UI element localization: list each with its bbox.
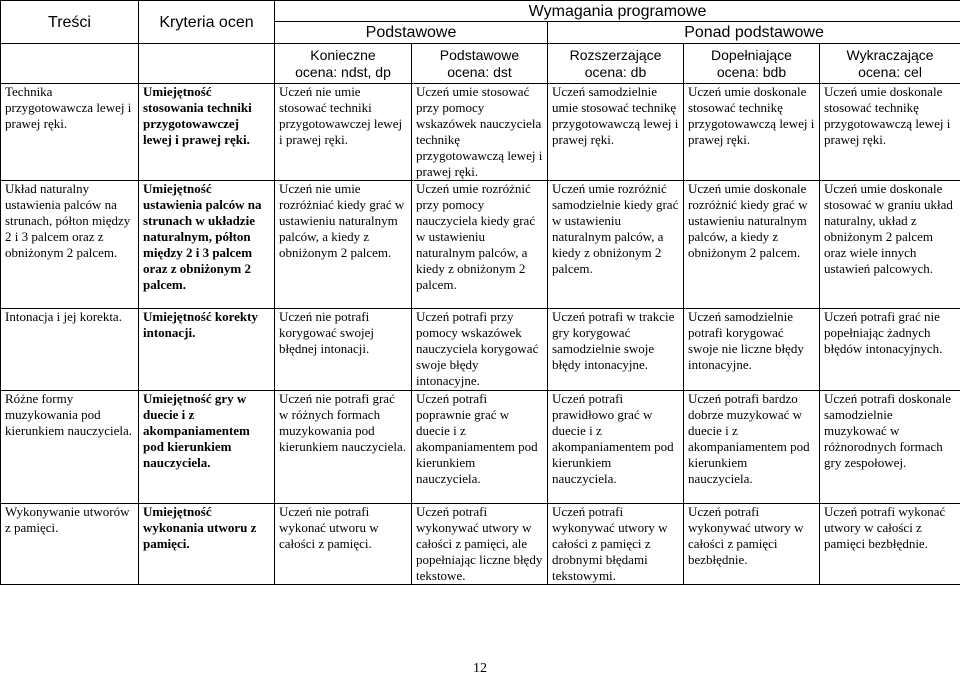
- page-number: 12: [473, 661, 487, 676]
- tresc-cell: Wykonywanie utworów z pamięci.: [1, 504, 139, 585]
- requirement-cell: Uczeń nie umie stosować techniki przygotowawczej lewej i prawej ręki.: [275, 84, 412, 181]
- column-header-konieczne: Konieczne ocena: ndst, dp: [275, 44, 412, 84]
- requirement-cell: Uczeń potrafi bardzo dobrze muzykować w duecie i z akompaniamentem pod kierunkiem nauczyciela.: [684, 391, 820, 504]
- kryterium-cell: Umiejętność ustawienia palców na strunach w układzie naturalnym, półton między 2 i 3 palcem oraz z obniżonym 2 palcem.: [139, 181, 275, 309]
- table-row: [1, 504, 960, 585]
- column-header-dopelniajace: Dopełniające ocena: bdb: [684, 44, 820, 84]
- header-kryteria: Kryteria ocen: [139, 1, 275, 44]
- requirement-cell: Uczeń nie potrafi korygować swojej błędnej intonacji.: [275, 309, 412, 391]
- header-ponad-group: Ponad podstawowe: [548, 22, 960, 44]
- requirement-cell: Uczeń nie umie rozróżniać kiedy grać w ustawieniu naturalnym palców, a kiedy z obniżonym 2 palcem.: [275, 181, 412, 309]
- requirement-cell: Uczeń potrafi wykonać utwory w całości z pamięci bezbłędnie.: [820, 504, 960, 585]
- requirement-cell: Uczeń potrafi doskonale samodzielnie muzykować w różnorodnych formach gry zespołowej.: [820, 391, 960, 504]
- table-row: [1, 84, 960, 181]
- requirement-cell: Uczeń potrafi wykonywać utwory w całości z pamięci bezbłędnie.: [684, 504, 820, 585]
- requirement-cell: Uczeń nie potrafi wykonać utworu w całości z pamięci.: [275, 504, 412, 585]
- kryterium-cell: Umiejętność stosowania techniki przygotowawczej lewej i prawej ręki.: [139, 84, 275, 181]
- kryterium-cell: Umiejętność gry w duecie i z akompaniamentem pod kierunkiem nauczyciela.: [139, 391, 275, 504]
- requirement-cell: Uczeń potrafi w trakcie gry korygować samodzielnie swoje błędy intonacyjne.: [548, 309, 684, 391]
- requirement-cell: Uczeń potrafi prawidłowo grać w duecie i z akompaniamentem pod kierunkiem nauczyciela.: [548, 391, 684, 504]
- header-tresci: Treści: [1, 1, 139, 44]
- requirement-cell: Uczeń potrafi poprawnie grać w duecie i z akompaniamentem pod kierunkiem nauczyciela.: [412, 391, 548, 504]
- requirement-cell: Uczeń potrafi grać nie popełniając żadnych błędów intonacyjnych.: [820, 309, 960, 391]
- requirement-cell: Uczeń samodzielnie potrafi korygować swoje nie liczne błędy intonacyjne.: [684, 309, 820, 391]
- tresc-cell: Różne formy muzykowania pod kierunkiem nauczyciela.: [1, 391, 139, 504]
- table-row: [1, 391, 960, 504]
- tresc-cell: Intonacja i jej korekta.: [1, 309, 139, 391]
- requirement-cell: Uczeń umie doskonale rozróżnić kiedy grać w ustawieniu naturalnym palców, a kiedy z obniżonym 2 palcem.: [684, 181, 820, 309]
- requirement-cell: Uczeń samodzielnie umie stosować technikę przygotowawczą lewej i prawej ręki.: [548, 84, 684, 181]
- requirement-cell: Uczeń potrafi przy pomocy wskazówek nauczyciela korygować swoje błędy intonacyjne.: [412, 309, 548, 391]
- table-row: [1, 181, 960, 309]
- header-podstawowe-group: Podstawowe: [275, 22, 548, 44]
- tresc-cell: Technika przygotowawcza lewej i prawej ręki.: [1, 84, 139, 181]
- requirement-cell: Uczeń umie rozróżnić samodzielnie kiedy grać w ustawieniu naturalnym palców, a kiedy z obniżonym 2 palcem.: [548, 181, 684, 309]
- column-header-rozszerzajace: Rozszerzające ocena: db: [548, 44, 684, 84]
- kryterium-cell: Umiejętność wykonania utworu z pamięci.: [139, 504, 275, 585]
- requirement-cell: Uczeń potrafi wykonywać utwory w całości z pamięci z drobnymi błędami tekstowymi.: [548, 504, 684, 585]
- requirement-cell: Uczeń umie doskonale stosować technikę przygotowawczą lewej i prawej ręki.: [820, 84, 960, 181]
- tresc-cell: Układ naturalny ustawienia palców na strunach, półton między 2 i 3 palcem oraz z obniżonym 2 palcem.: [1, 181, 139, 309]
- column-header-wykraczajace: Wykraczające ocena: cel: [820, 44, 960, 84]
- requirement-cell: Uczeń umie doskonale stosować technikę przygotowawczą lewej i prawej ręki.: [684, 84, 820, 181]
- requirement-cell: Uczeń umie doskonale stosować w graniu układ naturalny, układ z obniżonym 2 palcem oraz wiele innych ustawień palcowych.: [820, 181, 960, 309]
- requirement-cell: Uczeń nie potrafi grać w różnych formach muzykowania pod kierunkiem nauczyciela.: [275, 391, 412, 504]
- requirement-cell: Uczeń umie stosować przy pomocy wskazówek nauczyciela technikę przygotowawczą lewej i prawej ręki.: [412, 84, 548, 181]
- column-header-podstawowe: Podstawowe ocena: dst: [412, 44, 548, 84]
- table-row: [1, 309, 960, 391]
- requirement-cell: Uczeń umie rozróżnić przy pomocy nauczyciela kiedy grać w ustawieniu naturalnym palców, a kiedy z obniżonym 2 palcem.: [412, 181, 548, 309]
- kryterium-cell: Umiejętność korekty intonacji.: [139, 309, 275, 391]
- requirement-cell: Uczeń potrafi wykonywać utwory w całości z pamięci, ale popełniając liczne błędy tekstowe.: [412, 504, 548, 585]
- header-wymagania: Wymagania programowe: [275, 1, 960, 22]
